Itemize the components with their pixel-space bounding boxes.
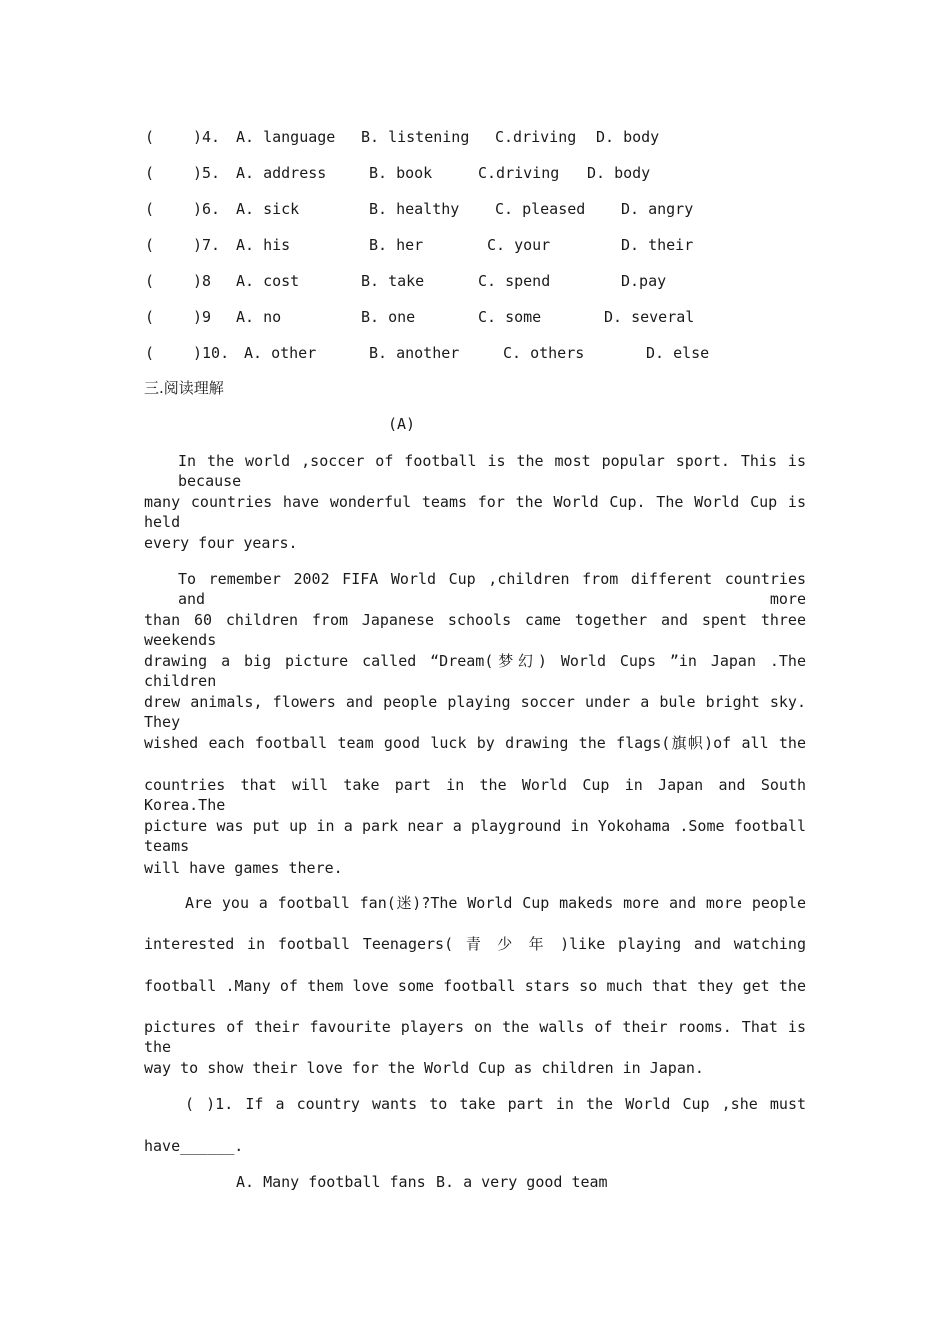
option-c: C.driving [495,128,577,146]
option-d: D. else [646,344,710,362]
question-number: )4. [193,128,221,146]
question-number: )8 [193,272,212,290]
passage-line: In the world ,soccer of football is the most popular sport. This is because [178,452,806,490]
question-number: )10. [193,344,230,362]
passage-line: To remember 2002 FIFA World Cup ,children from different countries and more [178,570,806,608]
passage-line: countries that will take part in the World Cup in Japan and South Korea.The [144,776,806,814]
option-b: B. one [361,308,416,326]
answer-paren: ( [145,272,155,290]
passage-label: (A) [388,415,416,433]
answer-paren: ( [145,200,155,218]
option-d: D. body [596,128,660,146]
passage-line: drawing a big picture called “Dream(梦幻) World Cups ”in Japan .The children [144,652,806,690]
option-a: A. sick [236,200,300,218]
option-b: B. another [369,344,460,362]
option-c: C. spend [478,272,551,290]
option-a: A. his [236,236,291,254]
passage-line: than 60 children from Japanese schools came together and spent three weekends [144,611,806,649]
option-a: A. other [244,344,317,362]
passage-line: interested in football Teenagers( 青 少 年 )like playing and watching [144,935,806,953]
passage-line: pictures of their favourite players on the walls of their rooms. That is the [144,1018,806,1056]
option-b: B. take [361,272,425,290]
question-number: )9 [193,308,212,326]
option-d: D. angry [621,200,694,218]
option-d: D.pay [621,272,667,290]
option-c: C. pleased [495,200,586,218]
question-stem: ( )1. If a country wants to take part in the World Cup ,she must [185,1095,806,1113]
option-d: D. their [621,236,694,254]
option-b: B. her [369,236,424,254]
option-a: A. no [236,308,282,326]
option-b: B. book [369,164,433,182]
option-c: C. your [487,236,551,254]
answer-paren: ( [145,128,155,146]
passage-line: Are you a football fan(迷)?The World Cup makeds more and more people [185,894,806,912]
answer-paren: ( [145,308,155,326]
question-number: )5. [193,164,221,182]
passage-line: picture was put up in a park near a playground in Yokohama .Some football teams [144,817,806,855]
option-d: D. body [587,164,651,182]
passage-line: way to show their love for the World Cup as children in Japan. [144,1059,704,1077]
question-number: )7. [193,236,221,254]
option-b: B. healthy [369,200,460,218]
option-a: A. address [236,164,327,182]
option-a: A. language [236,128,336,146]
section-heading: 三.阅读理解 [144,379,224,397]
passage-line: will have games there. [144,859,343,877]
option-a: A. Many football fans [236,1173,426,1191]
passage-line: drew animals, flowers and people playing soccer under a bule bright sky. They [144,693,806,731]
option-b: B. a very good team [436,1173,608,1191]
answer-paren: ( [145,344,155,362]
passage-line: football .Many of them love some football stars so much that they get the [144,977,806,995]
answer-paren: ( [145,236,155,254]
option-a: A. cost [236,272,300,290]
answer-paren: ( [145,164,155,182]
option-c: C.driving [478,164,560,182]
passage-line: every four years. [144,534,298,552]
option-d: D. several [604,308,695,326]
option-c: C. some [478,308,542,326]
passage-line: many countries have wonderful teams for the World Cup. The World Cup is held [144,493,806,531]
question-number: )6. [193,200,221,218]
option-c: C. others [503,344,585,362]
question-stem-blank: have______. [144,1137,244,1155]
passage-line: wished each football team good luck by drawing the flags(旗帜)of all the [144,734,806,752]
option-b: B. listening [361,128,470,146]
